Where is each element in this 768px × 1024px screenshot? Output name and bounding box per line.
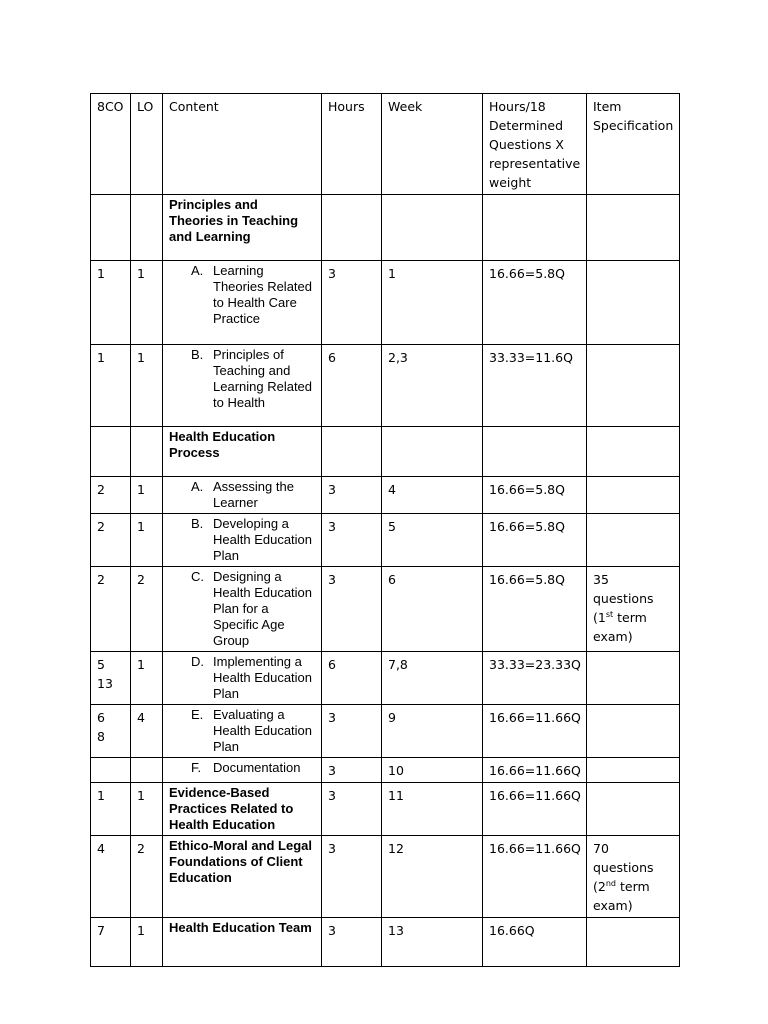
hours-value: 3 (328, 710, 336, 725)
weight-cell (483, 783, 587, 836)
hours-value: 3 (328, 266, 336, 281)
content-cell (163, 783, 322, 836)
week-cell (382, 918, 483, 967)
lo-cell (131, 477, 163, 514)
lo-cell (131, 758, 163, 783)
lo-cell (131, 567, 163, 652)
bco-value: 5 (97, 657, 105, 672)
subtopic-item (169, 654, 315, 702)
lo-cell (131, 345, 163, 427)
subtopic-letter: D. (191, 654, 204, 669)
table-row (91, 783, 680, 836)
bco-cell (91, 758, 131, 783)
spec-cell (587, 195, 680, 261)
subtopic-letter: B. (191, 516, 204, 531)
bco-cell (91, 836, 131, 918)
hours-cell (322, 758, 382, 783)
weight-value: 33.33=23.33Q (489, 657, 581, 672)
week-value: 9 (388, 710, 396, 725)
weight-cell (483, 836, 587, 918)
spec-cell (587, 345, 680, 427)
content-cell (163, 836, 322, 918)
bco-cell (91, 514, 131, 567)
bco-cell (91, 195, 131, 261)
lo-cell (131, 261, 163, 345)
bco-cell (91, 261, 131, 345)
bco-value: 1 (97, 266, 105, 281)
bco-cell (91, 345, 131, 427)
content-cell (163, 477, 322, 514)
week-cell (382, 514, 483, 567)
weight-cell (483, 345, 587, 427)
content-cell (163, 261, 322, 345)
weight-value: 16.66=11.66Q (489, 841, 581, 856)
table-row (91, 918, 680, 967)
table-row (91, 195, 680, 261)
spec-text: 70 questions (593, 841, 654, 875)
lo-value: 1 (137, 482, 145, 497)
bco-value: 2 (97, 572, 105, 587)
week-value: 1 (388, 266, 396, 281)
week-cell (382, 427, 483, 477)
bco-value: 4 (97, 841, 105, 856)
hours-value: 3 (328, 841, 336, 856)
subtopic-text: Learning Theories Related to Health Care Practice (213, 263, 312, 326)
table-row (91, 514, 680, 567)
week-cell (382, 705, 483, 758)
lo-cell (131, 836, 163, 918)
spec-superscript: st (605, 609, 614, 619)
hours-cell (322, 514, 382, 567)
lo-cell (131, 918, 163, 967)
spec-cell (587, 427, 680, 477)
weight-cell (483, 652, 587, 705)
subtopic-item (169, 707, 315, 755)
spec-cell (587, 567, 680, 652)
hours-value: 3 (328, 763, 336, 778)
hours-cell (322, 427, 382, 477)
weight-cell (483, 477, 587, 514)
table-row (91, 567, 680, 652)
content-cell (163, 195, 322, 261)
spec-cell (587, 918, 680, 967)
week-value: 7,8 (388, 657, 408, 672)
bco-cell (91, 567, 131, 652)
table-row (91, 427, 680, 477)
header-lo: LO (131, 94, 163, 195)
week-cell (382, 477, 483, 514)
week-value: 13 (388, 923, 404, 938)
hours-cell (322, 195, 382, 261)
table-row (91, 477, 680, 514)
header-content: Content (163, 94, 322, 195)
spec-cell (587, 705, 680, 758)
hours-cell (322, 652, 382, 705)
hours-cell (322, 918, 382, 967)
lo-value: 1 (137, 788, 145, 803)
spec-cell (587, 652, 680, 705)
subtopic-text: Documentation (213, 760, 301, 775)
weight-value: 33.33=11.6Q (489, 350, 573, 365)
hours-cell (322, 783, 382, 836)
lo-cell (131, 783, 163, 836)
subtopic-text: Designing a Health Education Plan for a Specific Age Group (213, 569, 313, 648)
lo-cell (131, 705, 163, 758)
table-body (91, 195, 680, 967)
week-value: 12 (388, 841, 404, 856)
spec-text: term (613, 610, 647, 625)
subtopic-item (169, 569, 315, 649)
content-cell (163, 514, 322, 567)
content-cell (163, 345, 322, 427)
week-value: 10 (388, 763, 404, 778)
week-cell (382, 261, 483, 345)
spec-cell (587, 477, 680, 514)
bco-value: 8 (97, 729, 105, 744)
header-weight: Hours/18 Determined Questions X representative weight (483, 94, 587, 195)
bco-cell (91, 652, 131, 705)
weight-value: 16.66=11.66Q (489, 710, 581, 725)
subtopic-text: Developing a Health Education Plan (213, 516, 313, 563)
bco-cell (91, 427, 131, 477)
hours-value: 3 (328, 482, 336, 497)
spec-text: term (616, 879, 650, 894)
spec-text: exam) (593, 629, 633, 644)
subtopic-letter: B. (191, 347, 204, 362)
content-table (90, 93, 680, 967)
weight-cell (483, 261, 587, 345)
week-value: 5 (388, 519, 396, 534)
week-value: 6 (388, 572, 396, 587)
spec-text: 35 questions (593, 572, 654, 606)
lo-value: 2 (137, 572, 145, 587)
lo-value: 1 (137, 266, 145, 281)
spec-text: exam) (593, 898, 633, 913)
hours-value: 3 (328, 788, 336, 803)
weight-cell (483, 918, 587, 967)
lo-cell (131, 514, 163, 567)
subtopic-item (169, 516, 315, 564)
table-row (91, 705, 680, 758)
lo-value: 4 (137, 710, 145, 725)
bco-cell (91, 783, 131, 836)
week-value: 11 (388, 788, 404, 803)
week-cell (382, 345, 483, 427)
week-cell (382, 758, 483, 783)
lo-value: 1 (137, 519, 145, 534)
weight-value: 16.66Q (489, 923, 535, 938)
topic-heading: Ethico-Moral and Legal Foundations of Client Education (169, 838, 313, 885)
header-bco: 8CO (91, 94, 131, 195)
hours-value: 6 (328, 657, 336, 672)
spec-cell (587, 758, 680, 783)
bco-value: 2 (97, 482, 105, 497)
subtopic-text: Evaluating a Health Education Plan (213, 707, 313, 754)
spec-superscript: nd (605, 878, 616, 888)
bco-value: 6 (97, 710, 105, 725)
lo-value: 2 (137, 841, 145, 856)
content-cell (163, 427, 322, 477)
subtopic-letter: C. (191, 569, 204, 584)
table-row (91, 345, 680, 427)
subtopic-letter: A. (191, 479, 204, 494)
bco-cell (91, 477, 131, 514)
subtopic-text: Principles of Teaching and Learning Related to Health (213, 347, 313, 410)
subtopic-text: Implementing a Health Education Plan (213, 654, 313, 701)
weight-value: 16.66=5.8Q (489, 519, 565, 534)
weight-value: 16.66=5.8Q (489, 572, 565, 587)
spec-text: (1 (593, 610, 606, 625)
hours-value: 6 (328, 350, 336, 365)
hours-cell (322, 836, 382, 918)
bco-value: 1 (97, 350, 105, 365)
table-row (91, 652, 680, 705)
bco-value: 13 (97, 676, 113, 691)
content-cell (163, 918, 322, 967)
topic-heading: Health Education Team (169, 920, 312, 935)
bco-value: 1 (97, 788, 105, 803)
content-cell (163, 758, 322, 783)
subtopic-letter: A. (191, 263, 204, 278)
spec-text: (2 (593, 879, 606, 894)
topic-heading: Health Education Process (169, 429, 276, 460)
hours-cell (322, 567, 382, 652)
spec-cell (587, 514, 680, 567)
week-cell (382, 567, 483, 652)
content-cell (163, 705, 322, 758)
week-cell (382, 783, 483, 836)
week-value: 2,3 (388, 350, 408, 365)
lo-value: 1 (137, 350, 145, 365)
week-cell (382, 652, 483, 705)
content-cell (163, 652, 322, 705)
hours-value: 3 (328, 923, 336, 938)
weight-value: 16.66=5.8Q (489, 482, 565, 497)
subtopic-item (169, 263, 315, 327)
header-spec: Item Specification (587, 94, 680, 195)
weight-cell (483, 427, 587, 477)
table-row (91, 836, 680, 918)
weight-cell (483, 195, 587, 261)
table-row (91, 758, 680, 783)
week-cell (382, 836, 483, 918)
weight-cell (483, 758, 587, 783)
subtopic-letter: E. (191, 707, 204, 722)
weight-value: 16.66=11.66Q (489, 763, 581, 778)
subtopic-item (169, 760, 315, 776)
lo-value: 1 (137, 923, 145, 938)
spec-cell (587, 261, 680, 345)
weight-cell (483, 705, 587, 758)
bco-cell (91, 705, 131, 758)
topic-heading: Evidence-Based Practices Related to Health Education (169, 785, 294, 832)
spec-cell (587, 783, 680, 836)
bco-value: 7 (97, 923, 105, 938)
header-row (91, 94, 680, 195)
weight-cell (483, 514, 587, 567)
header-week: Week (382, 94, 483, 195)
weight-value: 16.66=5.8Q (489, 266, 565, 281)
content-cell (163, 567, 322, 652)
hours-cell (322, 345, 382, 427)
bco-cell (91, 918, 131, 967)
weight-cell (483, 567, 587, 652)
hours-value: 3 (328, 572, 336, 587)
weight-value: 16.66=11.66Q (489, 788, 581, 803)
lo-cell (131, 195, 163, 261)
week-value: 4 (388, 482, 396, 497)
lo-cell (131, 427, 163, 477)
hours-cell (322, 261, 382, 345)
subtopic-text: Assessing the Learner (213, 479, 294, 510)
subtopic-item (169, 479, 315, 511)
hours-cell (322, 477, 382, 514)
table-row (91, 261, 680, 345)
hours-value: 3 (328, 519, 336, 534)
week-cell (382, 195, 483, 261)
subtopic-letter: F. (191, 760, 202, 775)
lo-cell (131, 652, 163, 705)
bco-value: 2 (97, 519, 105, 534)
hours-cell (322, 705, 382, 758)
subtopic-item (169, 347, 315, 411)
spec-cell (587, 836, 680, 918)
topic-heading: Principles and Theories in Teaching and Learning (169, 197, 299, 244)
lo-value: 1 (137, 657, 145, 672)
header-hours: Hours (322, 94, 382, 195)
